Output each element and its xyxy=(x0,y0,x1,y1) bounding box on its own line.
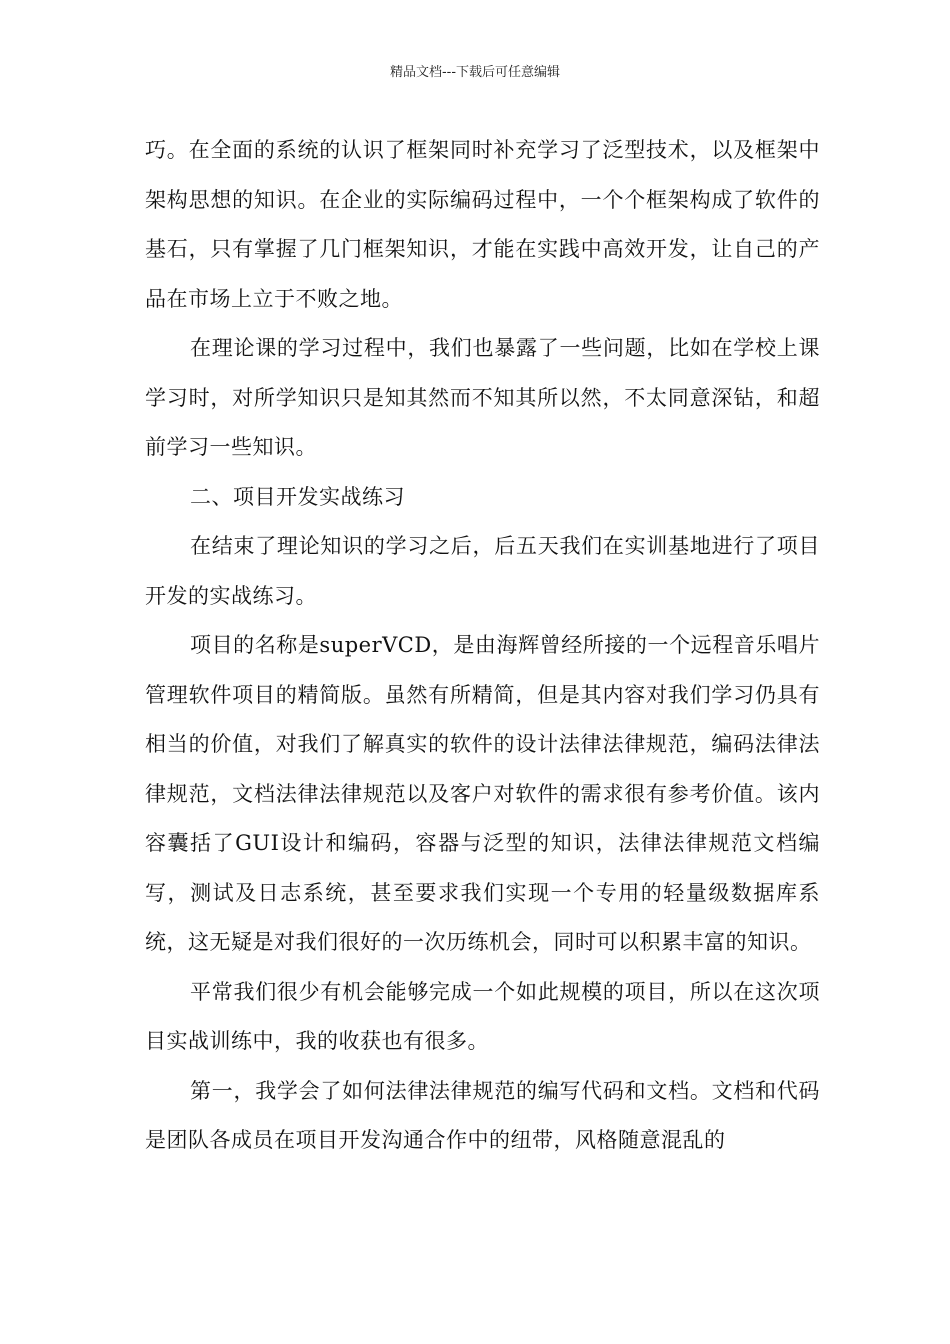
document-body xyxy=(145,126,820,1166)
paragraph-theory-issues: 在理论课的学习过程中，我们也暴露了一些问题，比如在学校上课学习时，对所学知识只是知其然而不知其所以然，不太同意深钻，和超前学习一些知识。 xyxy=(145,336,820,459)
paragraph-harvest: 平常我们很少有机会能够完成一个如此规模的项目，所以在这次项目实战训练中，我的收获也有很多。 xyxy=(145,979,820,1053)
paragraph-project-start: 在结束了理论知识的学习之后，后五天我们在实训基地进行了项目开发的实战练习。 xyxy=(145,534,820,608)
paragraph-continuation: 巧。在全面的系统的认识了框架同时补充学习了泛型技术，以及框架中架构思想的知识。在企业的实际编码过程中，一个个框架构成了软件的基石，只有掌握了几门框架知识，才能在实践中高效开发，让自己的产品在市场上立于不败之地。 xyxy=(145,138,820,311)
page-header: 精品文档---下载后可任意编辑 xyxy=(389,65,561,80)
paragraph-project-description: 项目的名称是superVCD，是由海辉曾经所接的一个远程音乐唱片管理软件项目的精简版。虽然有所精简，但是其内容对我们学习仍具有相当的价值，对我们了解真实的软件的设计法律法律规范，编码法律法律规范，文档法律法律规范以及客户对软件的需求很有参考价值。该内容囊括了GUI设计和编码，容器与泛型的知识，法律法律规范文档编写，测试及日志系统，甚至要求我们实现一个专用的轻量级数据库系统，这无疑是对我们很好的一次历练机会，同时可以积累丰富的知识。 xyxy=(145,633,820,954)
section-heading-project-practice: 二、项目开发实战练习 xyxy=(190,484,405,509)
paragraph-first-point: 第一，我学会了如何法律法律规范的编写代码和文档。文档和代码是团队各成员在项目开发沟通合作中的纽带，风格随意混乱的 xyxy=(145,1078,820,1152)
